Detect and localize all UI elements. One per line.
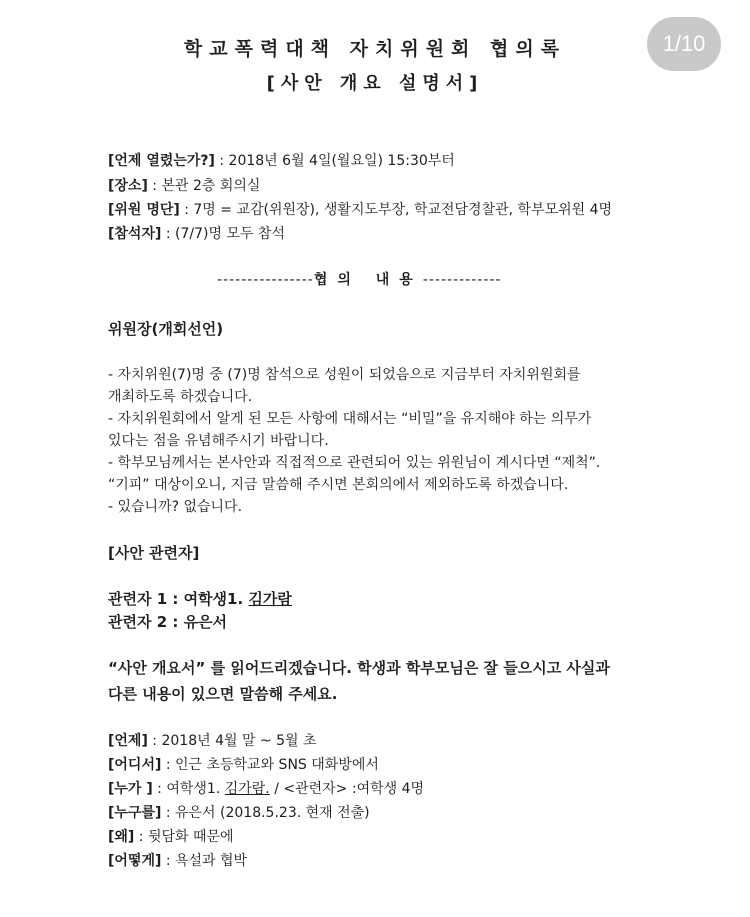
document-subtitle: [사안 개요 설명서] [266, 73, 484, 94]
case-where-row: [어디서] : 인근 초등학교와 SNS 대화방에서 [108, 757, 379, 773]
party-1: 관련자 1 : 여학생1. 김가람 [108, 590, 292, 608]
chair-line: 있다는 점을 유념해주시기 바랍니다. [108, 433, 329, 449]
meeting-place-row [108, 177, 260, 195]
meeting-place-value: : 본관 2층 회의실 [147, 178, 261, 194]
case-who-name: 김가람. [224, 781, 270, 797]
case-how-row: [어떻게] : 욕설과 협박 [108, 853, 248, 869]
chair-line: - 자치위원회에서 알게 된 모든 사항에 대해서는 “비밀”을 유지해야 하는 의무가 [108, 411, 592, 427]
chair-line: - 학부모님께서는 본사안과 직접적으로 관련되어 있는 위원님이 계시다면 “제척”. [108, 455, 601, 471]
separator-title: 협의 내용 [313, 272, 423, 288]
chair-line: “기피” 대상이오니, 지금 말씀해 주시면 본회의에서 제외하도록 하겠습니다. [108, 477, 569, 493]
document-title: 학교폭력대책 자치위원회 협의록 [183, 38, 567, 60]
case-when-row: [언제] : 2018년 4월 말 ~ 5월 초 [108, 733, 317, 749]
meeting-members-row [108, 201, 612, 219]
chair-line: - 있습니까? 없습니다. [108, 499, 243, 515]
meeting-members-label: [위원 명단] [108, 202, 180, 218]
chair-line: - 자치위원(7)명 중 (7)명 참석으로 성원이 되었음으로 지금부터 자치위원회를 [108, 367, 581, 383]
party-2: 관련자 2 : 유은서 [108, 613, 228, 631]
announcement-line: 다른 내용이 있으면 말씀해 주세요. [108, 685, 338, 703]
meeting-when-value: : 2018년 6월 4일(월요일) 15:30부터 [214, 153, 455, 169]
meeting-attendees-value: : (7/7)명 모두 참석 [161, 226, 285, 242]
announcement-line: “사안 개요서” 를 읽어드리겠습니다. 학생과 학부모님은 잘 들으시고 사실과 [108, 659, 610, 677]
meeting-attendees-label: [참석자] [108, 226, 162, 242]
meeting-attendees-row [108, 225, 285, 243]
meeting-when-row [108, 152, 455, 170]
case-whom-row: [누구를] : 유은서 (2018.5.23. 현재 전출) [108, 805, 370, 821]
chair-line: 개최하도록 하겠습니다. [108, 389, 253, 405]
case-why-row: [왜] : 뒷담화 때문에 [108, 829, 234, 845]
chair-heading: 위원장(개회선언) [108, 320, 224, 338]
case-who-row: [누가 ] : 여학생1. 김가람. / <관련자> :여학생 4명 [108, 781, 425, 797]
section-separator: ----------------협의 내용------------- [217, 272, 502, 288]
meeting-members-value: : 7명 = 교감(위원장), 생활지도부장, 학교전담경찰관, 학부모위원 4명 [179, 202, 613, 218]
party-1-name: 김가람 [248, 590, 292, 608]
page-counter-badge: 1/10 [647, 17, 721, 71]
meeting-place-label: [장소] [108, 178, 148, 194]
meeting-when-label: [언제 열렸는가?] [108, 153, 215, 169]
parties-heading: [사안 관련자] [108, 544, 200, 562]
